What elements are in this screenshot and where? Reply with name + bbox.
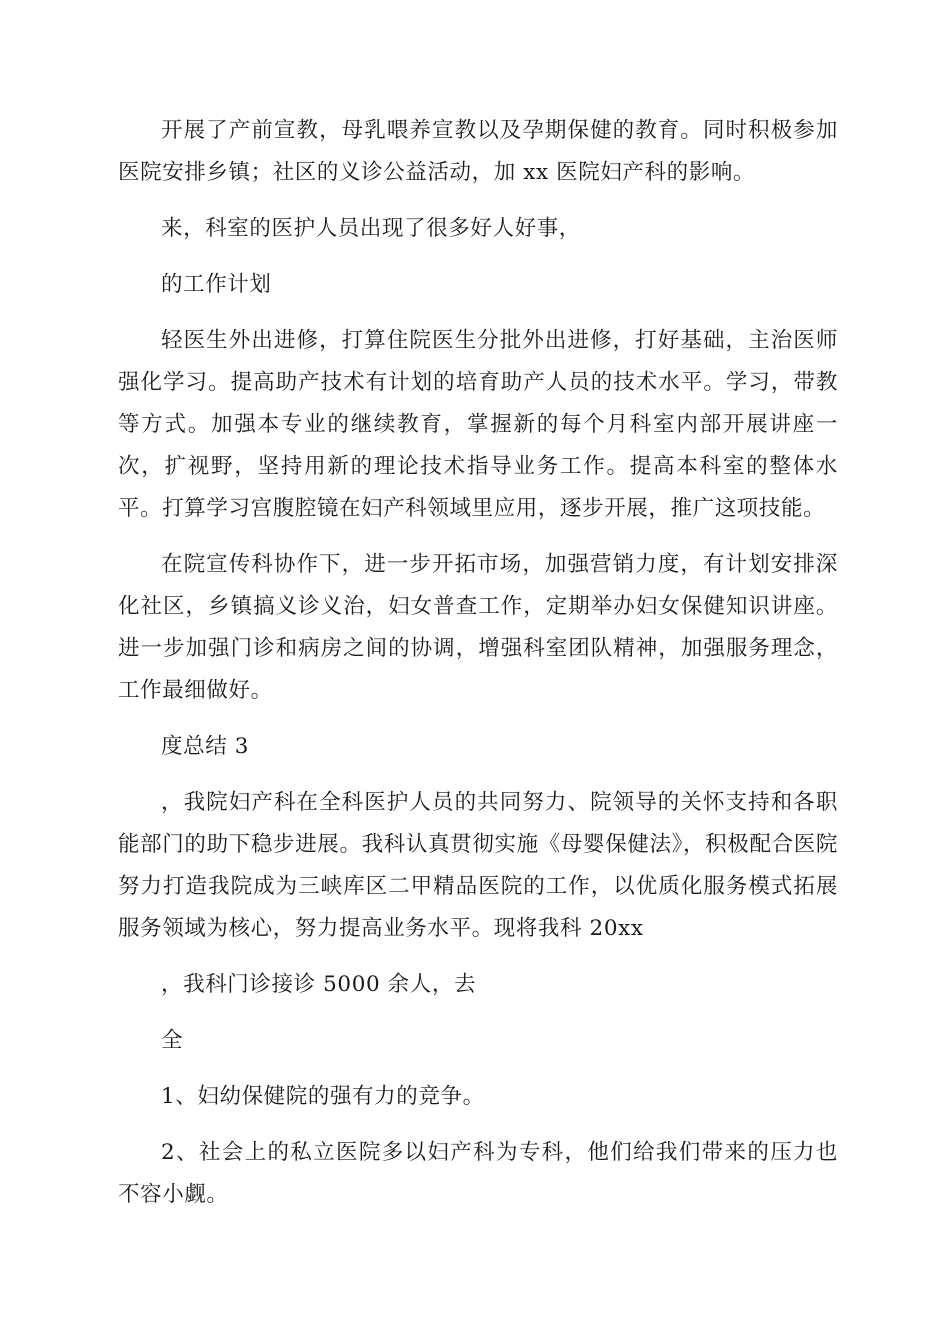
paragraph-department-progress: ，我院妇产科在全科医护人员的共同努力、院领导的关怀支持和各职能部门的助下稳步进展。我科认真贯彻实施《母婴保健法》，积极配合医院努力打造我院成为三峡库区二甲精品医院的工作，以优质化服务模式拓展服务领域为核心，努力提高业务水平。现将我科 20xx [118, 790, 838, 941]
paragraph-summary-3-heading: 度总结 3 [161, 734, 250, 759]
list-item-competition-1: 1、妇幼保健院的强有力的竞争。 [161, 1084, 485, 1109]
list-item-competition-2: 2、社会上的私立医院多以妇产科为专科，他们给我们带来的压力也不容小觑。 [118, 1140, 838, 1207]
paragraph-fragment: 全 [161, 1028, 184, 1053]
paragraph-outpatient-count: ，我科门诊接诊 5000 余人，去 [161, 972, 477, 997]
paragraph-good-deeds: 来，科室的医护人员出现了很多好人好事， [161, 216, 581, 241]
paragraph-training-plan: 轻医生外出进修，打算住院医生分批外出进修，打好基础，主治医师强化学习。提高助产技术有计划的培育助产人员的技术水平。学习，带教等方式。加强本专业的继续教育，掌握新的每个月科室内部开展讲座一次，扩视野，坚持用新的理论技术指导业务工作。提高本科室的整体水平。打算学习宫腹腔镜在妇产科领域里应用，逐步开展，推广这项技能。 [118, 328, 838, 521]
document-body [118, 110, 838, 1230]
paragraph-work-plan-heading: 的工作计划 [161, 272, 272, 297]
paragraph-marketing-plan: 在院宣传科协作下，进一步开拓市场，加强营销力度，有计划安排深化社区，乡镇搞义诊义治，妇女普查工作，定期举办妇女保健知识讲座。进一步加强门诊和病房之间的协调，增强科室团队精神，加强服务理念，工作最细做好。 [118, 552, 838, 703]
paragraph-prenatal-education: 开展了产前宣教，母乳喂养宣教以及孕期保健的教育。同时积极参加医院安排乡镇；社区的义诊公益活动，加 xx 医院妇产科的影响。 [118, 118, 838, 185]
